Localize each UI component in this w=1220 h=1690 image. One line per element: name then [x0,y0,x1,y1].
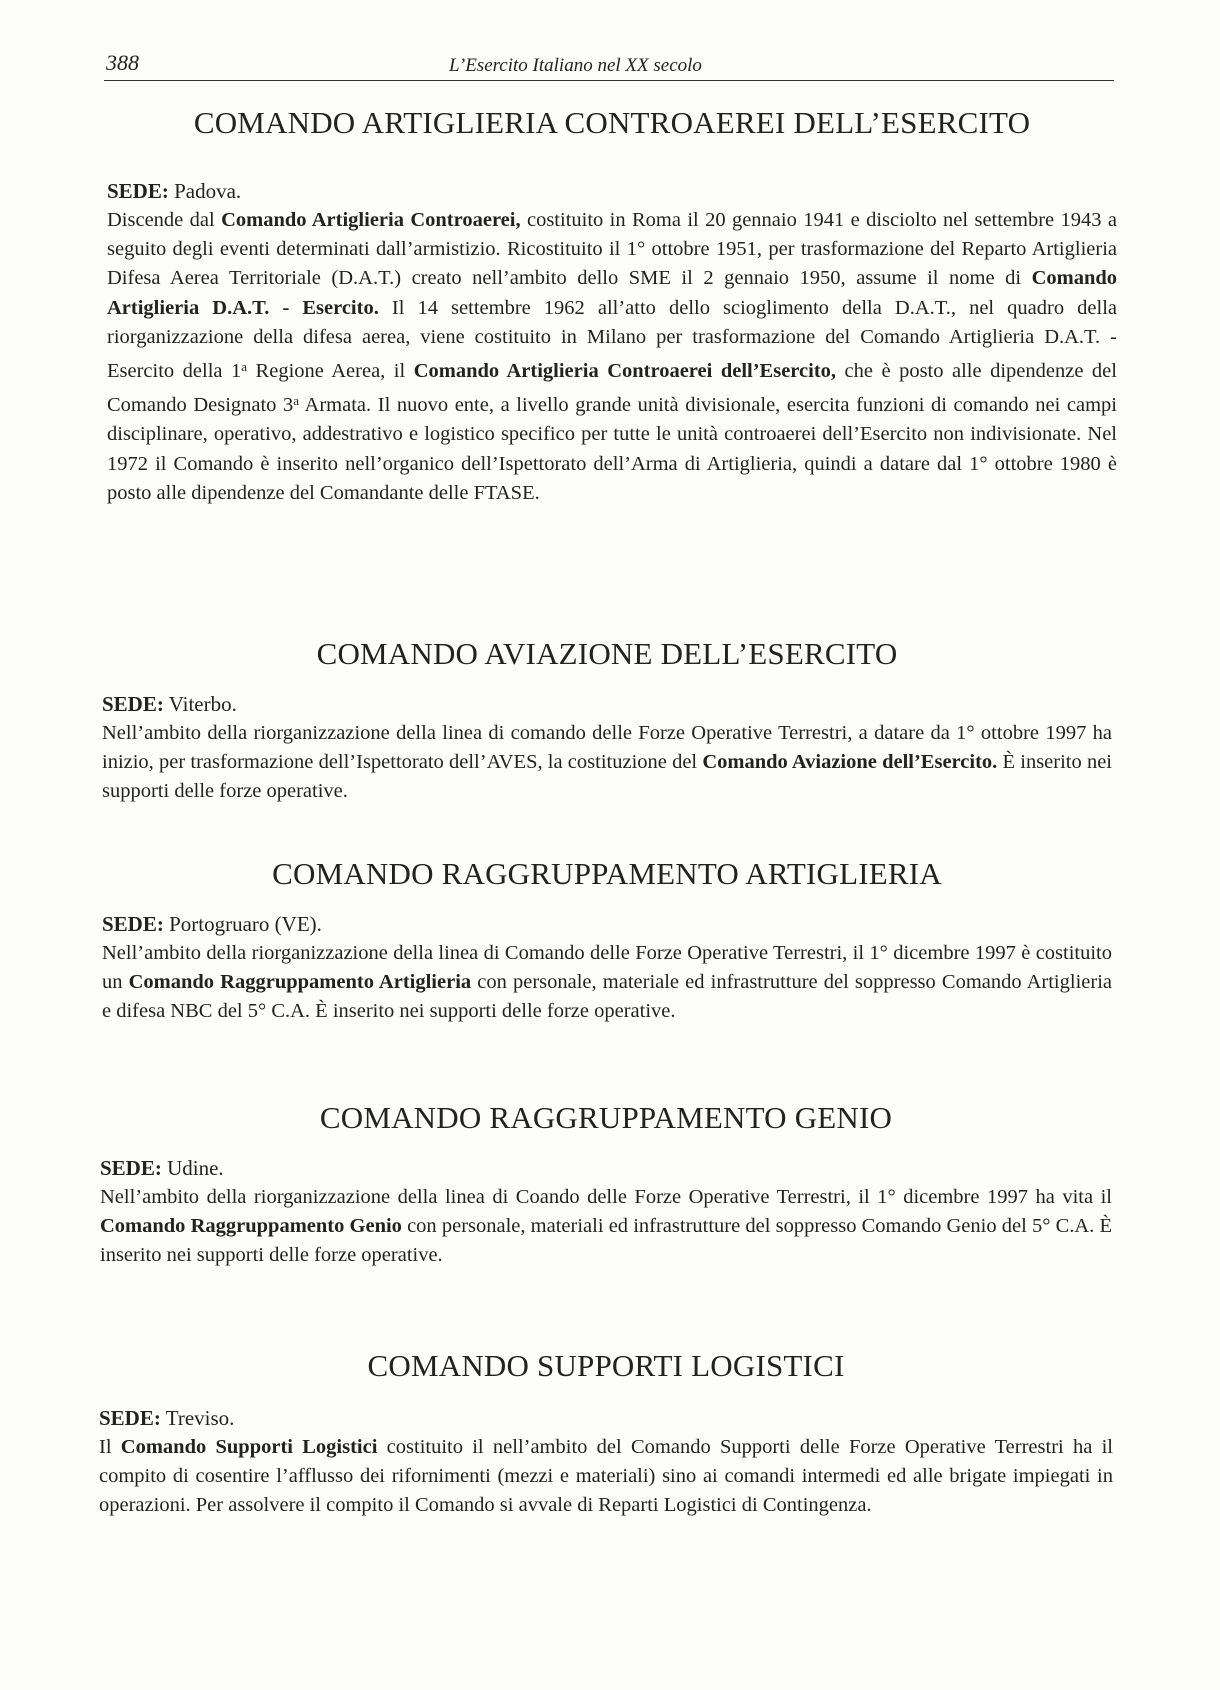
running-title: L’Esercito Italiano nel XX secolo [449,55,702,76]
text-run: che è posto alle dipendenze del Comando Designato 3 [107,360,1117,417]
sede-label: SEDE: [99,1406,161,1430]
sede-label: SEDE: [102,912,164,936]
section-raggruppamento-genio [100,1100,1112,1271]
section-title: COMANDO RAGGRUPPAMENTO GENIO [319,1100,893,1135]
section-title: COMANDO AVIAZIONE DELL’ESERCITO [316,636,898,671]
section-body [102,939,1112,1027]
superscript-run: a [241,359,248,375]
sede-label: SEDE: [102,692,164,716]
text-run: Discende dal [107,209,222,231]
bold-run: Comando Aviazione dell’Esercito. [702,751,998,774]
bold-run: Comando Supporti Logistici [120,1436,378,1458]
text-run: Nell’ambito della riorganizzazione della linea di Comando delle Forze Operative Terrestri, il 1° dicembre 1997 è costituito un [102,942,1112,994]
sede-value: Portogruaro (VE). [169,912,322,936]
superscript-run: a [293,393,300,409]
bold-run: Comando Raggruppamento Artiglieria [128,971,472,994]
section-body [107,206,1117,508]
bold-run: Comando Artiglieria Controaerei, [221,209,521,231]
section-body [102,719,1112,807]
page-number: 388 [106,50,139,75]
text-run: Il 14 settembre 1962 all’atto dello scioglimento della D.A.T., nel quadro della riorganizzazione della difesa aerea, viene costituito in Milano per trasformazione del Comando Artiglieria D.A.T. - Esercito della 1 [107,296,1117,383]
sede-value: Treviso. [165,1406,235,1430]
sede-value: Viterbo. [168,692,237,716]
bold-run: Comando Artiglieria D.A.T. - Esercito. [107,267,1117,319]
text-run: Il [99,1436,121,1458]
sede-line [107,177,1117,206]
section-title: COMANDO RAGGRUPPAMENTO ARTIGLIERIA [272,856,942,891]
sede-line [102,910,1112,939]
section-body [99,1433,1113,1521]
section-supporti-logistici [99,1348,1113,1521]
sede-label: SEDE: [107,179,169,203]
text-run: Nell’ambito della riorganizzazione della linea di Coando delle Forze Operative Terrestri, il 1° dicembre 1997 ha vita il [100,1186,1112,1208]
sede-value: Padova. [174,179,242,203]
text-run: costituito il nell’ambito del Comando Supporti delle Forze Operative Terrestri ha il compito di cosentire l’afflusso dei rifornimenti (mezzi e materiali) sino ai comandi intermedi ed alle brigate impiegati in operazioni. Per assolvere il compito il Comando si avvale di Reparti Logistici di Contingenza. [99,1436,1114,1517]
text-run: con personale, materiale ed infrastrutture del soppresso Comando Artiglieria e difesa NBC del 5° C.A. È inserito nei supporti delle forze operative. [102,971,1112,1023]
bold-run: Comando Artiglieria Controaerei dell’Esercito, [413,360,837,383]
text-run: con personale, materiali ed infrastrutture del soppresso Comando Genio del 5° C.A. È inserito nei supporti delle forze operative. [100,1215,1112,1267]
text-run: Regione Aerea, il [247,360,414,383]
sede-line [99,1404,1113,1433]
sede-value: Udine. [167,1156,224,1180]
section-raggruppamento-artiglieria [102,856,1112,1027]
sede-line [100,1154,1112,1183]
section-aviazione [102,636,1112,807]
section-body [100,1183,1112,1271]
text-run: costituito in Roma il 20 gennaio 1941 e disciolto nel settembre 1943 a seguito degli eventi determinati dall’armistizio. Ricostituito il 1° ottobre 1951, per trasformazione del Reparto Artiglieria Difesa Aerea Territoriale (D.A.T.) creato nell’ambito dello SME il 2 gennaio 1950, assume il nome di [107,209,1118,290]
section-title: COMANDO ARTIGLIERIA CONTROAEREI DELL’ESERCITO [193,105,1031,140]
sede-line [102,690,1112,719]
bold-run: Comando Raggruppamento Genio [100,1215,402,1238]
section-title: COMANDO SUPPORTI LOGISTICI [367,1348,845,1383]
running-header [104,50,1114,81]
text-run: Nell’ambito della riorganizzazione della linea di comando delle Forze Operative Terrestri, a datare da 1° ottobre 1997 ha inizio, per trasformazione dell’Ispettorato dell’AVES, la costituzione del [102,722,1112,774]
section-artiglieria-controaerei [107,105,1117,508]
text-run: È inserito nei supporti delle forze operative. [102,751,1112,803]
text-run: Armata. Il nuovo ente, a livello grande unità divisionale, esercita funzioni di comando nei campi disciplinare, operativo, addestrativo e logistico specifico per tutte le unità controaerei dell’Esercito non indivisionate. Nel 1972 il Comando è inserito nell’organico dell’Ispettorato dell’Arma di Artiglieria, quindi a datare dal 1° ottobre 1980 è posto alle dipendenze del Comandante delle FTASE. [107,394,1118,504]
sede-label: SEDE: [100,1156,162,1180]
